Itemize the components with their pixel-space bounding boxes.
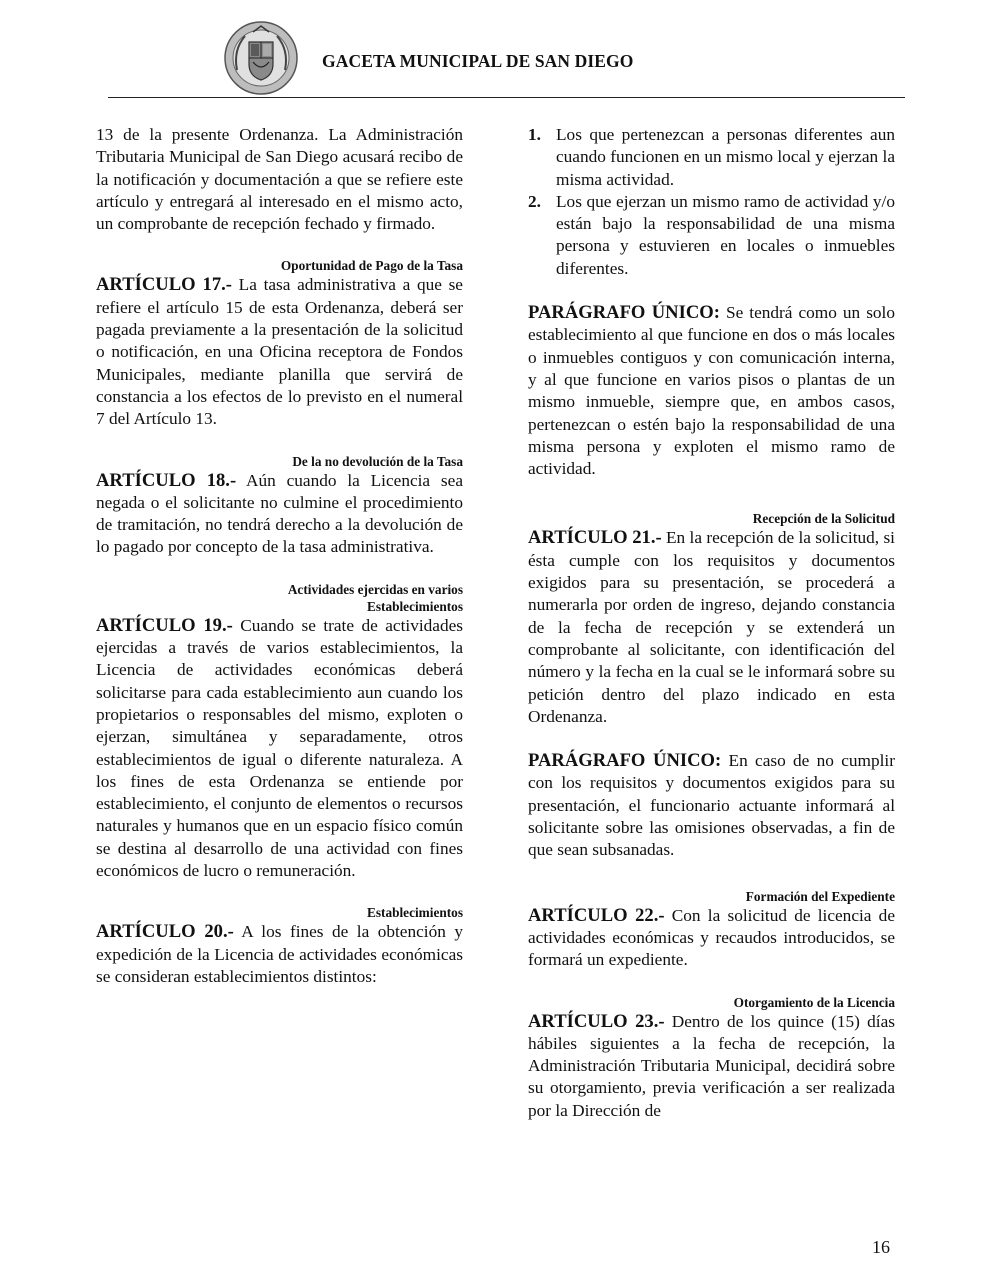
art17-label: ARTÍCULO 17.- <box>96 274 232 296</box>
art20-paragraph <box>96 921 463 988</box>
establishments-list <box>528 124 895 280</box>
paragrafo-2-label: PARÁGRAFO ÚNICO: <box>528 750 722 772</box>
art17-heading: Oportunidad de Pago de la Tasa <box>280 258 463 274</box>
list-item <box>528 124 895 191</box>
art23-heading: Otorgamiento de la Licencia <box>733 994 895 1010</box>
art18-paragraph <box>96 470 463 559</box>
art18-text: Aún cuando la Licencia sea negada o el solicitante no culmine el procedimiento de tramitación, no tendrá derecho a la devolución de lo pagado por concepto de la tasa administrativa. <box>96 470 463 557</box>
art22-text: Con la solicitud de licencia de actividades económicas y recaudos introducidos, se formará un expediente. <box>528 905 895 970</box>
municipal-seal-icon <box>223 20 299 96</box>
art23-label: ARTÍCULO 23.- <box>528 1010 665 1032</box>
art17-text: La tasa administrativa a que se refiere el artículo 15 de esta Ordenanza, deberá ser pagada previamente a la presentación de la solicitud o notificación, en una Oficina receptora de Fondos Municipales, mediante planilla que servirá de constancia a los efectos de lo previsto en el numeral 7 del Artículo 13. <box>96 275 463 429</box>
paragrafo-1-text: Se tendrá como un solo establecimiento al que funcione en dos o más locales o inmuebles contiguos y con comunicación interna, y al que funcione en varios pisos o plantas de un mismo inmueble, siempre que, en ambos casos, pertenezcan o estén bajo la responsabilidad de una misma persona y exploten el mismo ramo de actividad. <box>528 303 895 479</box>
art23-text: Dentro de los quince (15) días hábiles siguientes a la fecha de recepción, la Administración Tributaria Municipal, decidirá sobre su otorgamiento, previa verificación a ser realizada por la Dirección de <box>528 1011 895 1120</box>
art19-paragraph <box>96 615 463 883</box>
art21-paragraph <box>528 527 895 728</box>
paragrafo-1-label: PARÁGRAFO ÚNICO: <box>528 302 720 324</box>
list-item <box>528 191 895 280</box>
art19-text: Cuando se trate de actividades ejercidas a través de varios establecimientos, la Licencia de actividades económicas deberá solicitarse para cada establecimiento aun cuando los propietarios o responsables del mismo, exploten o ejerzan, simultánea y separadamente, otros establecimientos de igual o diferente naturaleza. A los fines de esta Ordenanza se entiende por establecimiento, el conjunto de elementos o recursos naturales y humanos que en un espacio físico común se destina al desarrollo de una actividad con fines económicos de lucro o remuneración. <box>96 615 463 881</box>
art21-text: En la recepción de la solicitud, si ésta cumple con los requisitos y documentos exigidos para su presentación, se procederá a numerarla por orden de ingreso, dejando constancia de la fecha de recepción y se extenderá un comprobante al solicitante, con identificación del número y la fecha en la cual se le informará sobre su petición dentro del plazo indicado en esta Ordenanza. <box>528 528 895 726</box>
left-column <box>96 124 463 988</box>
art22-paragraph <box>528 905 895 972</box>
art19-label: ARTÍCULO 19.- <box>96 614 233 636</box>
art23-paragraph <box>528 1011 895 1122</box>
intro-paragraph: 13 de la presente Ordenanza. La Administración Tributaria Municipal de San Diego acusará recibo de la notificación y documentación a que se refiere este artículo y entregará al interesado en el mismo acto, un comprobante de recepción fechado y firmado. <box>96 125 463 234</box>
art20-heading: Establecimientos <box>366 905 463 921</box>
art21-heading: Recepción de la Solicitud <box>752 511 895 527</box>
list-item-text: Los que ejerzan un mismo ramo de actividad y/o están bajo la responsabilidad de una misma persona y estuvieren en locales o inmuebles diferentes. <box>556 191 895 278</box>
art22-label: ARTÍCULO 22.- <box>528 904 665 926</box>
gazette-title: GACETA MUNICIPAL DE SAN DIEGO <box>322 51 634 71</box>
header-divider <box>108 97 905 98</box>
art18-label: ARTÍCULO 18.- <box>96 469 237 491</box>
art21-label: ARTÍCULO 21.- <box>528 527 662 549</box>
art20-text: A los fines de la obtención y expedición de la Licencia de actividades económicas se consideran establecimientos distintos: <box>96 922 463 986</box>
art19-heading-line2: Establecimientos <box>366 598 463 614</box>
list-item-number: 1. <box>528 125 541 144</box>
list-item-text: Los que pertenezcan a personas diferentes aun cuando funcionen en un mismo local y ejerzan la misma actividad. <box>556 125 895 189</box>
paragrafo-unico-1 <box>528 302 895 480</box>
art22-heading: Formación del Expediente <box>745 888 895 904</box>
art18-heading: De la no devolución de la Tasa <box>292 453 463 469</box>
paragrafo-unico-2 <box>528 750 895 861</box>
art19-heading-line1: Actividades ejercidas en varios <box>287 581 463 597</box>
page-number: 16 <box>872 1237 890 1257</box>
paragrafo-2-text: En caso de no cumplir con los requisitos y documentos exigidos para su presentación, el funcionario actuante informará al solicitante sobre las omisiones observadas, a fin de que sean subsanadas. <box>528 751 895 860</box>
art20-label: ARTÍCULO 20.- <box>96 921 234 943</box>
list-item-number: 2. <box>528 191 541 211</box>
art17-paragraph <box>96 274 463 430</box>
right-column <box>528 124 895 1122</box>
